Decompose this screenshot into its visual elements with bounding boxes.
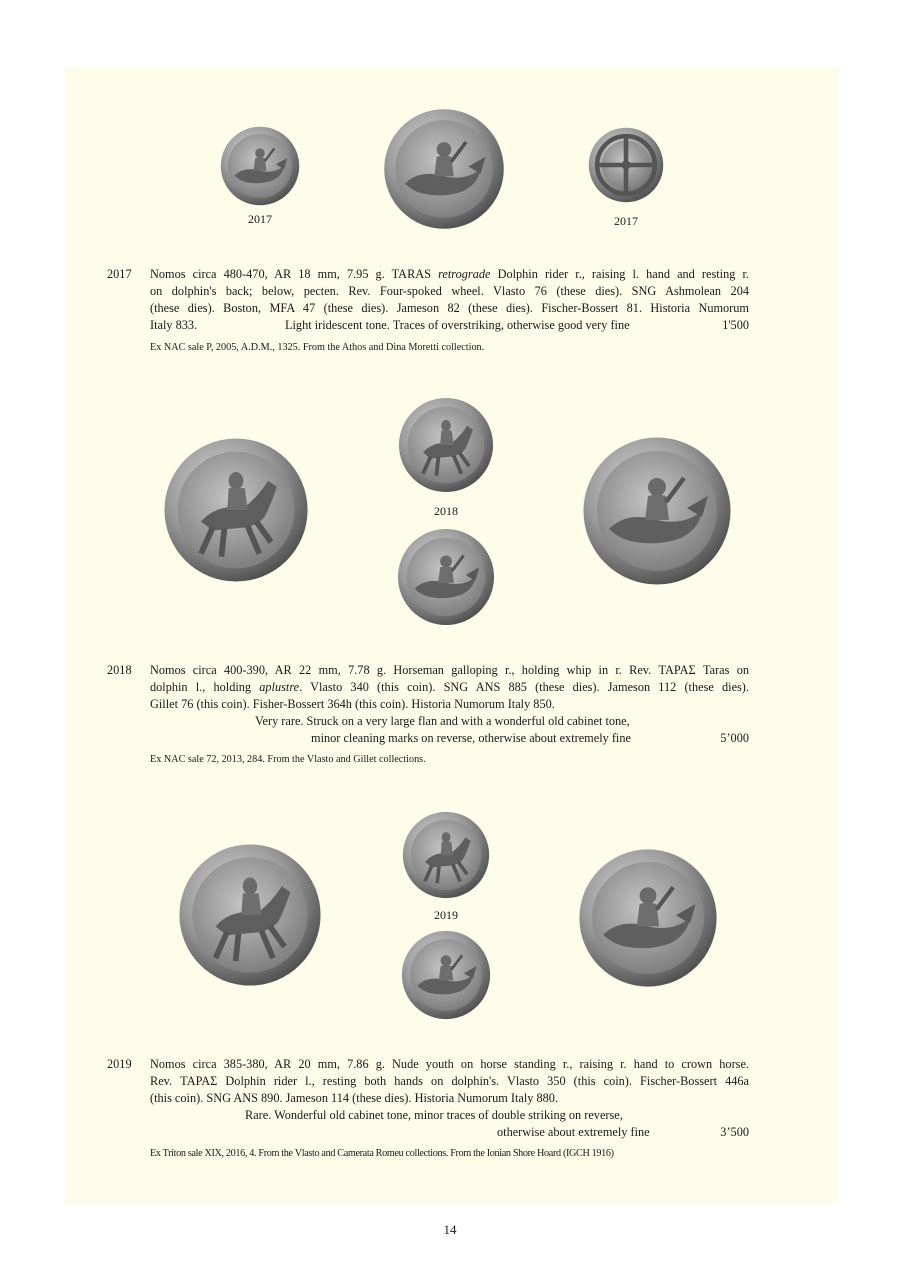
coin-2017-obverse bbox=[220, 126, 300, 206]
estimate-price: 3’500 bbox=[720, 1125, 749, 1139]
description-line: (this coin). SNG ANS 890. Jameson 114 (these dies). Historia Numorum Italy 880. bbox=[150, 1091, 559, 1105]
coin-2019-obverse bbox=[402, 810, 490, 900]
description-line: Nomos circa 480-470, AR 18 mm, 7.95 g. TARAS retrograde Dolphin rider r., raising l. hand and resting r. bbox=[150, 267, 749, 281]
coin-2018-reverse bbox=[396, 528, 496, 626]
coin-2017-reverse bbox=[588, 126, 664, 204]
grade-line bbox=[150, 317, 749, 334]
provenance-note: Ex Triton sale XIX, 2016, 4. From the Vlasto and Camerata Romeu collections. From the Ionian Shore Hoard (IGCH 1916) bbox=[150, 1148, 614, 1159]
description-line: Italy 833. bbox=[150, 318, 198, 332]
description-line: (these dies). Boston, MFA 47 (these dies). Jameson 82 (these dies). Fischer-Bossert 81. Historia Numorum bbox=[150, 301, 749, 315]
coin-2019-reverse-enlargement bbox=[578, 846, 718, 990]
grade-text: otherwise about extremely fine bbox=[497, 1125, 650, 1139]
grade-text: Light iridescent tone. Traces of overstriking, otherwise good very fine bbox=[285, 318, 630, 332]
coin-2018-obverse bbox=[398, 394, 494, 496]
lot-2019 bbox=[107, 1056, 749, 1141]
coin-label: 2019 bbox=[434, 908, 458, 922]
catalogue-panel bbox=[66, 68, 838, 1204]
description-line: Nomos circa 385-380, AR 20 mm, 7.86 g. Nude youth on horse standing r., raising r. hand to crown horse. bbox=[150, 1057, 749, 1071]
lot-number: 2019 bbox=[107, 1057, 132, 1071]
lot-number: 2017 bbox=[107, 267, 132, 281]
lot-number: 2018 bbox=[107, 663, 132, 677]
description-line: dolphin l., holding aplustre. Vlasto 340 (this coin). SNG ANS 885 (these dies). Jameson 112 (these dies). bbox=[150, 680, 749, 694]
provenance-note: Ex NAC sale 72, 2013, 284. From the Vlasto and Gillet collections. bbox=[150, 754, 426, 765]
description-line: Nomos circa 400-390, AR 22 mm, 7.78 g. Horseman galloping r., holding whip in r. Rev. ΤΑΡΑΣ Taras on bbox=[150, 663, 749, 677]
coin-2017-enlargement bbox=[382, 108, 506, 230]
grade-line bbox=[150, 1124, 749, 1141]
coin-2018-reverse-enlargement bbox=[582, 436, 732, 586]
coin-label: 2018 bbox=[434, 504, 458, 518]
description-line: Gillet 76 (this coin). Fisher-Bossert 364h (this coin). Historia Numorum Italy 850. bbox=[150, 697, 555, 711]
coin-2019-obverse-enlargement bbox=[178, 843, 322, 987]
grade-line: Rare. Wonderful old cabinet tone, minor traces of double striking on reverse, bbox=[245, 1108, 623, 1122]
grade-line bbox=[150, 730, 749, 747]
coin-label: 2017 bbox=[248, 212, 272, 226]
page-number: 14 bbox=[443, 1222, 457, 1237]
provenance-note: Ex NAC sale P, 2005, A.D.M., 1325. From the Athos and Dina Moretti collection. bbox=[150, 342, 485, 353]
lot-2018 bbox=[107, 662, 749, 747]
description-line: on dolphin's back; below, pecten. Rev. Four-spoked wheel. Vlasto 76 (these dies). SNG Ashmolean 204 bbox=[150, 284, 749, 298]
lot-2017 bbox=[107, 266, 749, 334]
grade-text: minor cleaning marks on reverse, otherwise about extremely fine bbox=[311, 731, 631, 745]
coin-2018-obverse-enlargement bbox=[163, 434, 309, 586]
coin-label: 2017 bbox=[614, 214, 638, 228]
estimate-price: 1'500 bbox=[722, 318, 749, 332]
estimate-price: 5’000 bbox=[720, 731, 749, 745]
coin-2019-reverse bbox=[398, 930, 494, 1020]
description-line: Rev. ΤΑΡΑΣ Dolphin rider l., resting both hands on dolphin's. Vlasto 350 (this coin). Fischer-Bossert 446a bbox=[150, 1074, 749, 1088]
grade-line: Very rare. Struck on a very large flan and with a wonderful old cabinet tone, bbox=[255, 714, 630, 728]
